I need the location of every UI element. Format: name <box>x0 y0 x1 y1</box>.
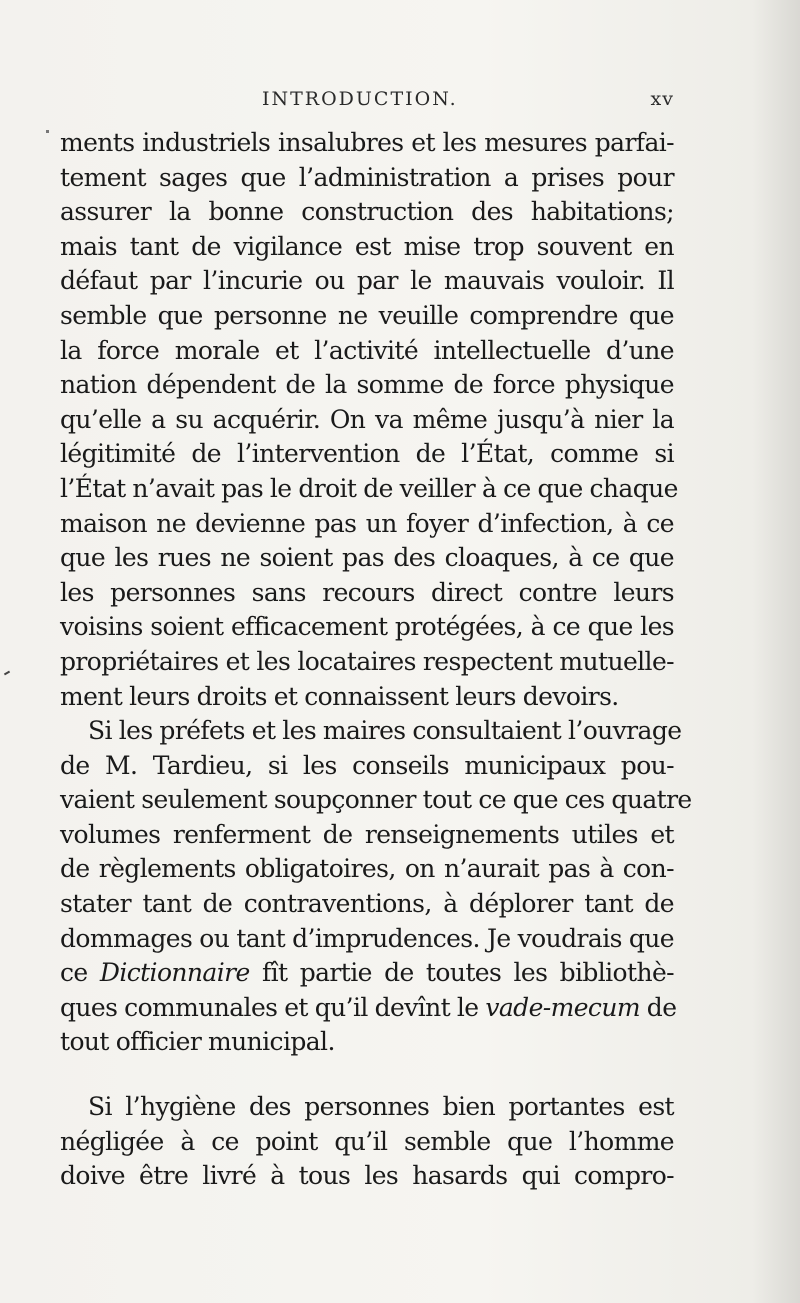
margin-dot <box>46 130 49 133</box>
text-line: voisins soient efficacement protégées, à ce que les <box>60 612 674 642</box>
text-line: Si les préfets et les maires consultaient l’ouvrage <box>88 716 682 746</box>
italic-title: Dictionnaire <box>99 958 250 988</box>
paragraph <box>60 1090 674 1194</box>
text-segment: de <box>639 992 677 1022</box>
text-line: tout officier municipal. <box>60 1027 335 1057</box>
italic-term: vade-mecum <box>485 992 640 1022</box>
margin-mark <box>4 671 10 676</box>
text-line: les personnes sans recours direct contre leurs <box>60 577 674 607</box>
text-line: mais tant de vigilance est mise trop souvent en <box>60 231 674 261</box>
text-segment: fît partie de toutes les bibliothè- <box>249 958 674 988</box>
text-line: ment leurs droits et connaissent leurs devoirs. <box>60 681 619 711</box>
text-line: qu’elle a su acquérir. On va même jusqu’à nier la <box>60 404 674 434</box>
text-line <box>60 991 677 1026</box>
text-line: l’État n’avait pas le droit de veiller à ce que chaque <box>60 473 678 503</box>
text-segment: ques communales et qu’il devînt le <box>60 992 486 1022</box>
text-line: maison ne devienne pas un foyer d’infection, à ce <box>60 508 674 538</box>
text-line: stater tant de contraventions, à déplorer tant de <box>60 889 674 919</box>
text-segment: ce <box>60 958 100 988</box>
text-line: défaut par l’incurie ou par le mauvais vouloir. Il <box>60 266 674 296</box>
text-line: de règlements obligatoires, on n’aurait pas à con- <box>60 854 674 884</box>
text-line: tement sages que l’administration a prises pour <box>60 162 674 192</box>
text-line: dommages ou tant d’imprudences. Je voudrais que <box>60 923 674 953</box>
paragraph-gap <box>60 1060 674 1090</box>
body-text <box>60 126 692 1194</box>
text-line: légitimité de l’intervention de l’État, comme si <box>60 439 674 469</box>
text-line <box>60 956 674 991</box>
text-line: que les rues ne soient pas des cloaques, à ce que <box>60 543 674 573</box>
text-line: ments industriels insalubres et les mesures parfai- <box>60 128 674 157</box>
paragraph <box>60 714 692 1060</box>
text-line: volumes renferment de renseignements utiles et <box>60 819 674 849</box>
running-head: INTRODUCTION. <box>262 88 458 110</box>
text-line: propriétaires et les locataires respectent mutuelle- <box>60 646 674 676</box>
page-number: xv <box>650 88 674 110</box>
text-line: négligée à ce point qu’il semble que l’homme <box>60 1126 674 1156</box>
text-line: nation dépendent de la somme de force physique <box>60 370 674 400</box>
paragraph <box>60 126 678 714</box>
text-line: de M. Tardieu, si les conseils municipaux pou- <box>60 750 674 780</box>
text-line: semble que personne ne veuille comprendre que <box>60 300 674 330</box>
text-line: doive être livré à tous les hasards qui compro- <box>60 1161 674 1191</box>
text-line: vaient seulement soupçonner tout ce que ces quatre <box>60 785 692 815</box>
text-line: la force morale et l’activité intellectuelle d’une <box>60 335 674 365</box>
text-line: Si l’hygiène des personnes bien portantes est <box>88 1092 674 1122</box>
text-line: assurer la bonne construction des habitations; <box>60 197 674 227</box>
page-header <box>60 88 674 116</box>
